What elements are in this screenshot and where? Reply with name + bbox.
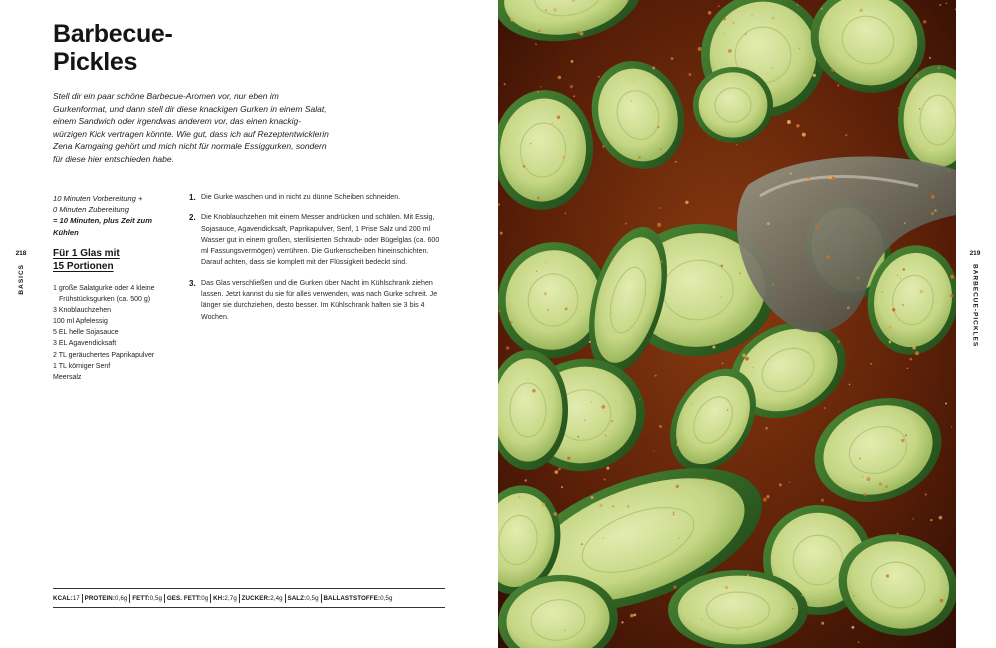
spice-flake — [577, 436, 579, 438]
spice-flake — [558, 468, 561, 471]
spice-flake — [725, 586, 728, 589]
spice-flake — [766, 495, 769, 498]
prep-time-total: = 10 Minuten, plus Zeit zum Kühlen — [53, 216, 152, 237]
nutrition-item — [213, 595, 237, 602]
spice-flake — [929, 57, 931, 59]
spice-flake — [542, 503, 546, 507]
spice-flake — [676, 485, 679, 488]
spice-flake — [931, 212, 934, 215]
spice-flake — [545, 261, 547, 263]
nutrition-item — [323, 595, 392, 602]
servings-line-2: 15 Portionen — [53, 260, 114, 272]
ingredient-item: 1 TL körniger Senf — [53, 362, 111, 370]
spice-flake — [652, 66, 655, 69]
nutrition-label: PROTEIN: — [84, 594, 116, 602]
spice-flake — [889, 326, 892, 329]
nutrition-value: 0g — [201, 594, 209, 602]
spice-flake — [805, 181, 807, 183]
spice-flake — [853, 595, 854, 596]
spice-flake — [657, 223, 661, 227]
spice-flake — [763, 498, 767, 502]
spice-flake — [742, 354, 746, 358]
spice-flake — [564, 629, 565, 630]
spice-flake — [849, 384, 851, 386]
nutrition-item — [167, 595, 208, 602]
spice-flake — [912, 518, 913, 519]
nutrition-item — [53, 595, 80, 602]
spice-flake — [885, 485, 888, 488]
nutrition-value: 0,5g — [149, 594, 163, 602]
spice-flake — [720, 296, 721, 297]
spice-flake — [708, 560, 710, 562]
spice-flake — [723, 33, 725, 35]
nutrition-divider — [210, 594, 211, 603]
spice-flake — [690, 402, 692, 404]
spice-flake — [951, 426, 953, 428]
spice-flake — [930, 519, 932, 521]
spice-flake — [688, 73, 691, 76]
spice-flake — [659, 425, 662, 428]
recipe-title — [53, 20, 173, 76]
spice-flake — [790, 173, 792, 175]
spice-flake — [722, 363, 724, 365]
spice-flake — [728, 49, 732, 53]
spice-flake — [712, 346, 715, 349]
spice-flake — [506, 346, 510, 350]
nutrition-divider — [239, 594, 240, 603]
spice-flake — [553, 512, 557, 516]
step-text: Die Gurke waschen und in nicht zu dünne Scheiben schneiden. — [201, 193, 401, 201]
spice-flake — [920, 290, 924, 294]
spice-flake — [915, 351, 919, 355]
spice-flake — [603, 353, 605, 355]
spice-flake — [660, 148, 662, 150]
spice-flake — [604, 478, 606, 480]
right-page-margin — [968, 250, 982, 347]
spice-flake — [558, 76, 562, 80]
prep-time-line-2: 0 Minuten Zubereitung — [53, 205, 129, 215]
spice-flake — [639, 398, 640, 399]
spice-flake — [928, 97, 930, 99]
spice-flake — [881, 291, 883, 293]
nutrition-divider — [285, 594, 286, 603]
step-number: 3. — [189, 278, 196, 288]
spice-flake — [580, 32, 584, 36]
ingredient-item: Meersalz — [53, 373, 82, 381]
spice-flake — [553, 8, 556, 11]
spice-flake — [767, 222, 770, 225]
spice-flake — [909, 358, 912, 361]
spice-flake — [537, 197, 539, 199]
spice-flake — [567, 457, 570, 460]
spice-flake — [821, 499, 824, 502]
ingredient-item: 2 TL geräuchertes Paprikapulver — [53, 351, 155, 359]
spice-flake — [532, 389, 536, 393]
spice-flake — [721, 264, 724, 267]
spice-flake — [555, 470, 559, 474]
spice-flake — [807, 351, 809, 353]
spice-flake — [821, 8, 823, 10]
ingredient-item: 100 ml Apfelessig — [53, 318, 108, 326]
ingredient-list — [53, 283, 183, 383]
spice-flake — [605, 435, 607, 437]
nutrition-value: 2,4g — [270, 594, 283, 602]
spice-flake — [660, 260, 663, 263]
cucumber-slice — [693, 67, 773, 143]
spice-flake — [562, 156, 565, 159]
spice-flake — [599, 504, 602, 507]
spice-flake — [655, 375, 657, 377]
spice-flake — [857, 276, 860, 279]
nutrition-divider — [82, 594, 83, 603]
spice-flake — [602, 537, 604, 539]
nutrition-item — [287, 595, 318, 602]
instruction-step — [189, 192, 447, 203]
spice-flake — [638, 156, 641, 159]
spice-flake — [611, 420, 613, 422]
nutrition-divider — [164, 594, 165, 603]
nutrition-value: 0,5g — [306, 594, 319, 602]
ingredient-item: 5 EL helle Sojasauce — [53, 329, 119, 337]
spice-flake — [898, 108, 899, 109]
spice-flake — [547, 309, 549, 311]
spice-flake — [538, 30, 540, 32]
spice-flake — [851, 626, 854, 629]
spice-flake — [777, 76, 779, 78]
spice-flake — [765, 427, 768, 430]
nutrition-label: BALLASTSTOFFE: — [323, 594, 381, 602]
spice-flake — [606, 467, 609, 470]
spice-flake — [905, 434, 907, 436]
nutrition-label: GES. FETT: — [166, 594, 202, 602]
spice-flake — [698, 47, 702, 51]
spice-flake — [938, 67, 941, 70]
spice-flake — [739, 272, 741, 274]
instruction-step — [189, 278, 447, 323]
section-label-right: BARBECUE-PICKLES — [971, 264, 979, 348]
spice-flake — [860, 9, 863, 12]
nutrition-value: 2,7g — [224, 594, 237, 602]
spice-flake — [955, 9, 956, 10]
nutrition-value: 17 — [72, 594, 80, 602]
spice-flake — [826, 255, 830, 259]
spice-flake — [799, 48, 800, 49]
spice-flake — [807, 601, 809, 603]
nutrition-label: ZUCKER: — [241, 594, 271, 602]
spice-flake — [824, 407, 826, 409]
spice-flake — [670, 95, 672, 97]
spice-flake — [611, 259, 614, 262]
spice-flake — [879, 483, 882, 486]
spice-flake — [629, 400, 632, 403]
spice-flake — [557, 116, 560, 119]
spice-flake — [907, 368, 908, 369]
spice-flake — [631, 79, 633, 81]
spice-flake — [772, 17, 775, 20]
spice-flake — [787, 120, 791, 124]
spice-flake — [948, 171, 949, 172]
spice-flake — [862, 476, 863, 477]
spice-flake — [897, 275, 898, 276]
spice-flake — [771, 68, 772, 69]
spice-flake — [877, 324, 879, 326]
spice-flake — [901, 439, 904, 442]
servings-heading — [53, 248, 120, 273]
spice-flake — [821, 622, 824, 625]
spice-flake — [747, 574, 749, 576]
spice-flake — [653, 451, 654, 452]
spice-flake — [919, 108, 921, 110]
spice-flake — [892, 308, 896, 312]
spice-flake — [940, 599, 944, 603]
spice-flake — [731, 640, 732, 641]
nutrition-item — [242, 595, 283, 602]
page-number-left: 218 — [15, 250, 27, 257]
spice-flake — [934, 209, 936, 211]
page-number-right: 219 — [969, 250, 981, 257]
spice-flake — [675, 161, 677, 163]
spice-flake — [540, 86, 541, 87]
spice-flake — [584, 419, 586, 421]
spice-flake — [671, 57, 674, 60]
spice-flake — [500, 232, 503, 235]
spice-flake — [845, 134, 847, 136]
prep-time — [53, 193, 171, 238]
left-page-margin — [14, 250, 28, 295]
nutrition-bar — [53, 588, 445, 608]
nutrition-item — [85, 595, 128, 602]
spice-flake — [789, 481, 791, 483]
spice-flake — [779, 483, 782, 486]
spice-flake — [685, 201, 688, 204]
spice-flake — [677, 443, 680, 446]
spice-flake — [904, 222, 906, 224]
spice-flake — [498, 310, 500, 312]
nutrition-divider — [321, 594, 322, 603]
prep-time-line-1: 10 Minuten Vorbereitung + — [53, 194, 143, 203]
ingredient-item: 3 EL Agavendicksaft — [53, 340, 117, 348]
spice-flake — [570, 85, 573, 88]
spice-flake — [601, 405, 605, 409]
spice-flake — [946, 3, 947, 4]
spice-flake — [931, 195, 935, 199]
pickles-photo — [498, 0, 956, 648]
nutrition-value: 0,6g — [115, 594, 128, 602]
nutrition-item — [132, 595, 162, 602]
spice-flake — [621, 621, 623, 623]
spice-flake — [822, 381, 823, 382]
spice-flake — [615, 401, 617, 403]
spice-flake — [657, 126, 659, 128]
spice-flake — [745, 357, 749, 361]
spice-flake — [510, 321, 512, 323]
spice-flake — [565, 307, 568, 310]
spice-flake — [581, 543, 583, 545]
spice-flake — [611, 312, 612, 313]
spice-flake — [523, 165, 526, 168]
spice-flake — [902, 467, 903, 468]
spice-flake — [813, 74, 816, 77]
recipe-title-line-2: Pickles — [53, 48, 138, 76]
spice-flake — [815, 225, 819, 229]
spice-flake — [518, 496, 521, 499]
spice-flake — [565, 213, 567, 215]
spice-flake — [863, 493, 866, 496]
spice-flake — [772, 284, 774, 286]
servings-line-1: Für 1 Glas mit — [53, 248, 120, 259]
spice-flake — [802, 133, 806, 137]
spice-flake — [510, 18, 514, 22]
cucumber-slice — [668, 570, 808, 648]
spice-flake — [622, 382, 623, 383]
spice-flake — [545, 9, 547, 11]
spice-flake — [867, 477, 871, 481]
spice-flake — [544, 292, 547, 295]
spice-flake — [704, 478, 706, 480]
spice-flake — [916, 74, 919, 77]
spice-flake — [884, 180, 885, 181]
spice-flake — [837, 480, 839, 482]
spice-flake — [571, 60, 574, 63]
spice-flake — [837, 340, 840, 343]
spice-flake — [797, 4, 798, 5]
spice-flake — [598, 76, 600, 78]
spice-flake — [858, 642, 860, 644]
spice-flake — [912, 346, 916, 350]
step-number: 2. — [189, 213, 196, 223]
spice-flake — [886, 574, 889, 577]
spice-flake — [752, 367, 754, 369]
nutrition-label: FETT: — [132, 594, 150, 602]
spice-flake — [627, 505, 630, 508]
spice-flake — [524, 479, 526, 481]
spice-flake — [751, 15, 753, 17]
spice-flake — [902, 304, 904, 306]
step-number: 1. — [189, 193, 196, 202]
spice-flake — [845, 422, 847, 424]
spice-flake — [678, 537, 680, 539]
section-label-left: BASICS — [17, 264, 25, 295]
recipe-intro: Stell dir ein paar schöne Barbecue-Aromen vor, nur eben im Gurkenformat, und dann stell dir diese knackigen Gurken in einem Salat, einem Sandwich oder irgendwas anderem vor, das einen knackig-würzigen Kick vertragen könnte. Wie gut, dass ich auf Rezeptentwicklerin Zena Kamgaing gehört und mich nicht für normale Essiggurken, sondern für diese hier entschieden habe. — [53, 91, 329, 164]
spice-flake — [859, 458, 861, 460]
spice-flake — [837, 84, 839, 86]
spice-flake — [631, 100, 633, 102]
spice-flake — [591, 496, 594, 499]
ingredient-item: 3 Knoblauchzehen — [53, 307, 111, 315]
nutrition-label: KH: — [213, 594, 225, 602]
pickles-illustration — [498, 0, 956, 648]
spice-flake — [737, 629, 739, 631]
spice-flake — [708, 11, 712, 15]
nutrition-label: KCAL: — [53, 594, 73, 602]
spice-flake — [807, 175, 810, 178]
spice-flake — [900, 278, 901, 279]
spice-flake — [673, 514, 675, 516]
spice-flake — [828, 175, 832, 179]
spice-flake — [925, 493, 927, 495]
nutrition-divider — [129, 594, 130, 603]
ingredient-item: 1 große Salatgurke oder 4 kleine Frühstücksgurken (ca. 500 g) — [53, 285, 155, 304]
spice-flake — [561, 486, 563, 488]
spice-flake — [723, 18, 726, 21]
recipe-title-line-1: Barbecue- — [53, 20, 173, 48]
spice-flake — [801, 595, 802, 596]
spice-flake — [870, 363, 872, 365]
spice-flake — [727, 409, 729, 411]
spice-flake — [847, 306, 850, 309]
spice-flake — [573, 95, 575, 97]
spice-flake — [504, 83, 506, 85]
spice-flake — [659, 207, 661, 209]
spice-flake — [923, 20, 927, 24]
spice-flake — [736, 144, 737, 145]
spice-flake — [744, 33, 747, 36]
spice-flake — [889, 341, 892, 344]
spice-flake — [718, 5, 720, 7]
spice-flake — [822, 599, 825, 602]
instruction-steps — [189, 192, 447, 332]
step-text: Das Glas verschließen und die Gurken über Nacht im Kühlschrank ziehen lassen. Jetzt kannst du sie für alles verwenden, was nach Gurke schreit. Je länger sie durchziehen, desto besser. Im Kühlschrank halten sie 3 bis 4 Wochen. — [201, 278, 438, 321]
spice-flake — [950, 275, 954, 279]
spice-flake — [701, 618, 703, 620]
spice-flake — [535, 43, 537, 45]
spice-flake — [612, 505, 614, 507]
spice-flake — [537, 91, 539, 93]
spice-flake — [602, 145, 604, 147]
spice-flake — [792, 608, 793, 609]
spice-flake — [732, 22, 734, 24]
spice-flake — [673, 586, 676, 589]
spice-flake — [536, 271, 537, 272]
spice-flake — [551, 122, 553, 124]
spice-flake — [903, 268, 906, 271]
spice-flake — [625, 223, 627, 225]
nutrition-label: SALZ: — [287, 594, 307, 602]
spice-flake — [939, 516, 943, 520]
spice-flake — [945, 403, 947, 405]
spice-flake — [796, 124, 799, 127]
nutrition-value: 0,5g — [380, 594, 393, 602]
spice-flake — [939, 4, 941, 6]
spice-flake — [831, 69, 834, 72]
spice-flake — [630, 614, 633, 617]
spice-flake — [530, 143, 532, 145]
spice-flake — [673, 512, 675, 514]
step-text: Die Knoblauchzehen mit einem Messer andrücken und schälen. Mit Essig, Sojasauce, Agavendicksaft, Paprikapulver, Senf, 1 Prise Salz und 200 ml Wasser gut in einem großen, sterilisierten Schraub- oder Bügelglas (ca. 600 ml Fassungsvermögen) verrühren. Die Gurkenscheiben hineinschichten. Darauf achten, dass sie komplett mit der Flüssigkeit bedeckt sind. — [201, 213, 440, 267]
spice-flake — [871, 71, 873, 73]
spice-flake — [950, 294, 954, 298]
spice-flake — [589, 341, 591, 343]
instruction-step — [189, 212, 447, 268]
spice-flake — [633, 613, 636, 616]
spice-flake — [896, 532, 898, 534]
spice-flake — [591, 401, 593, 403]
